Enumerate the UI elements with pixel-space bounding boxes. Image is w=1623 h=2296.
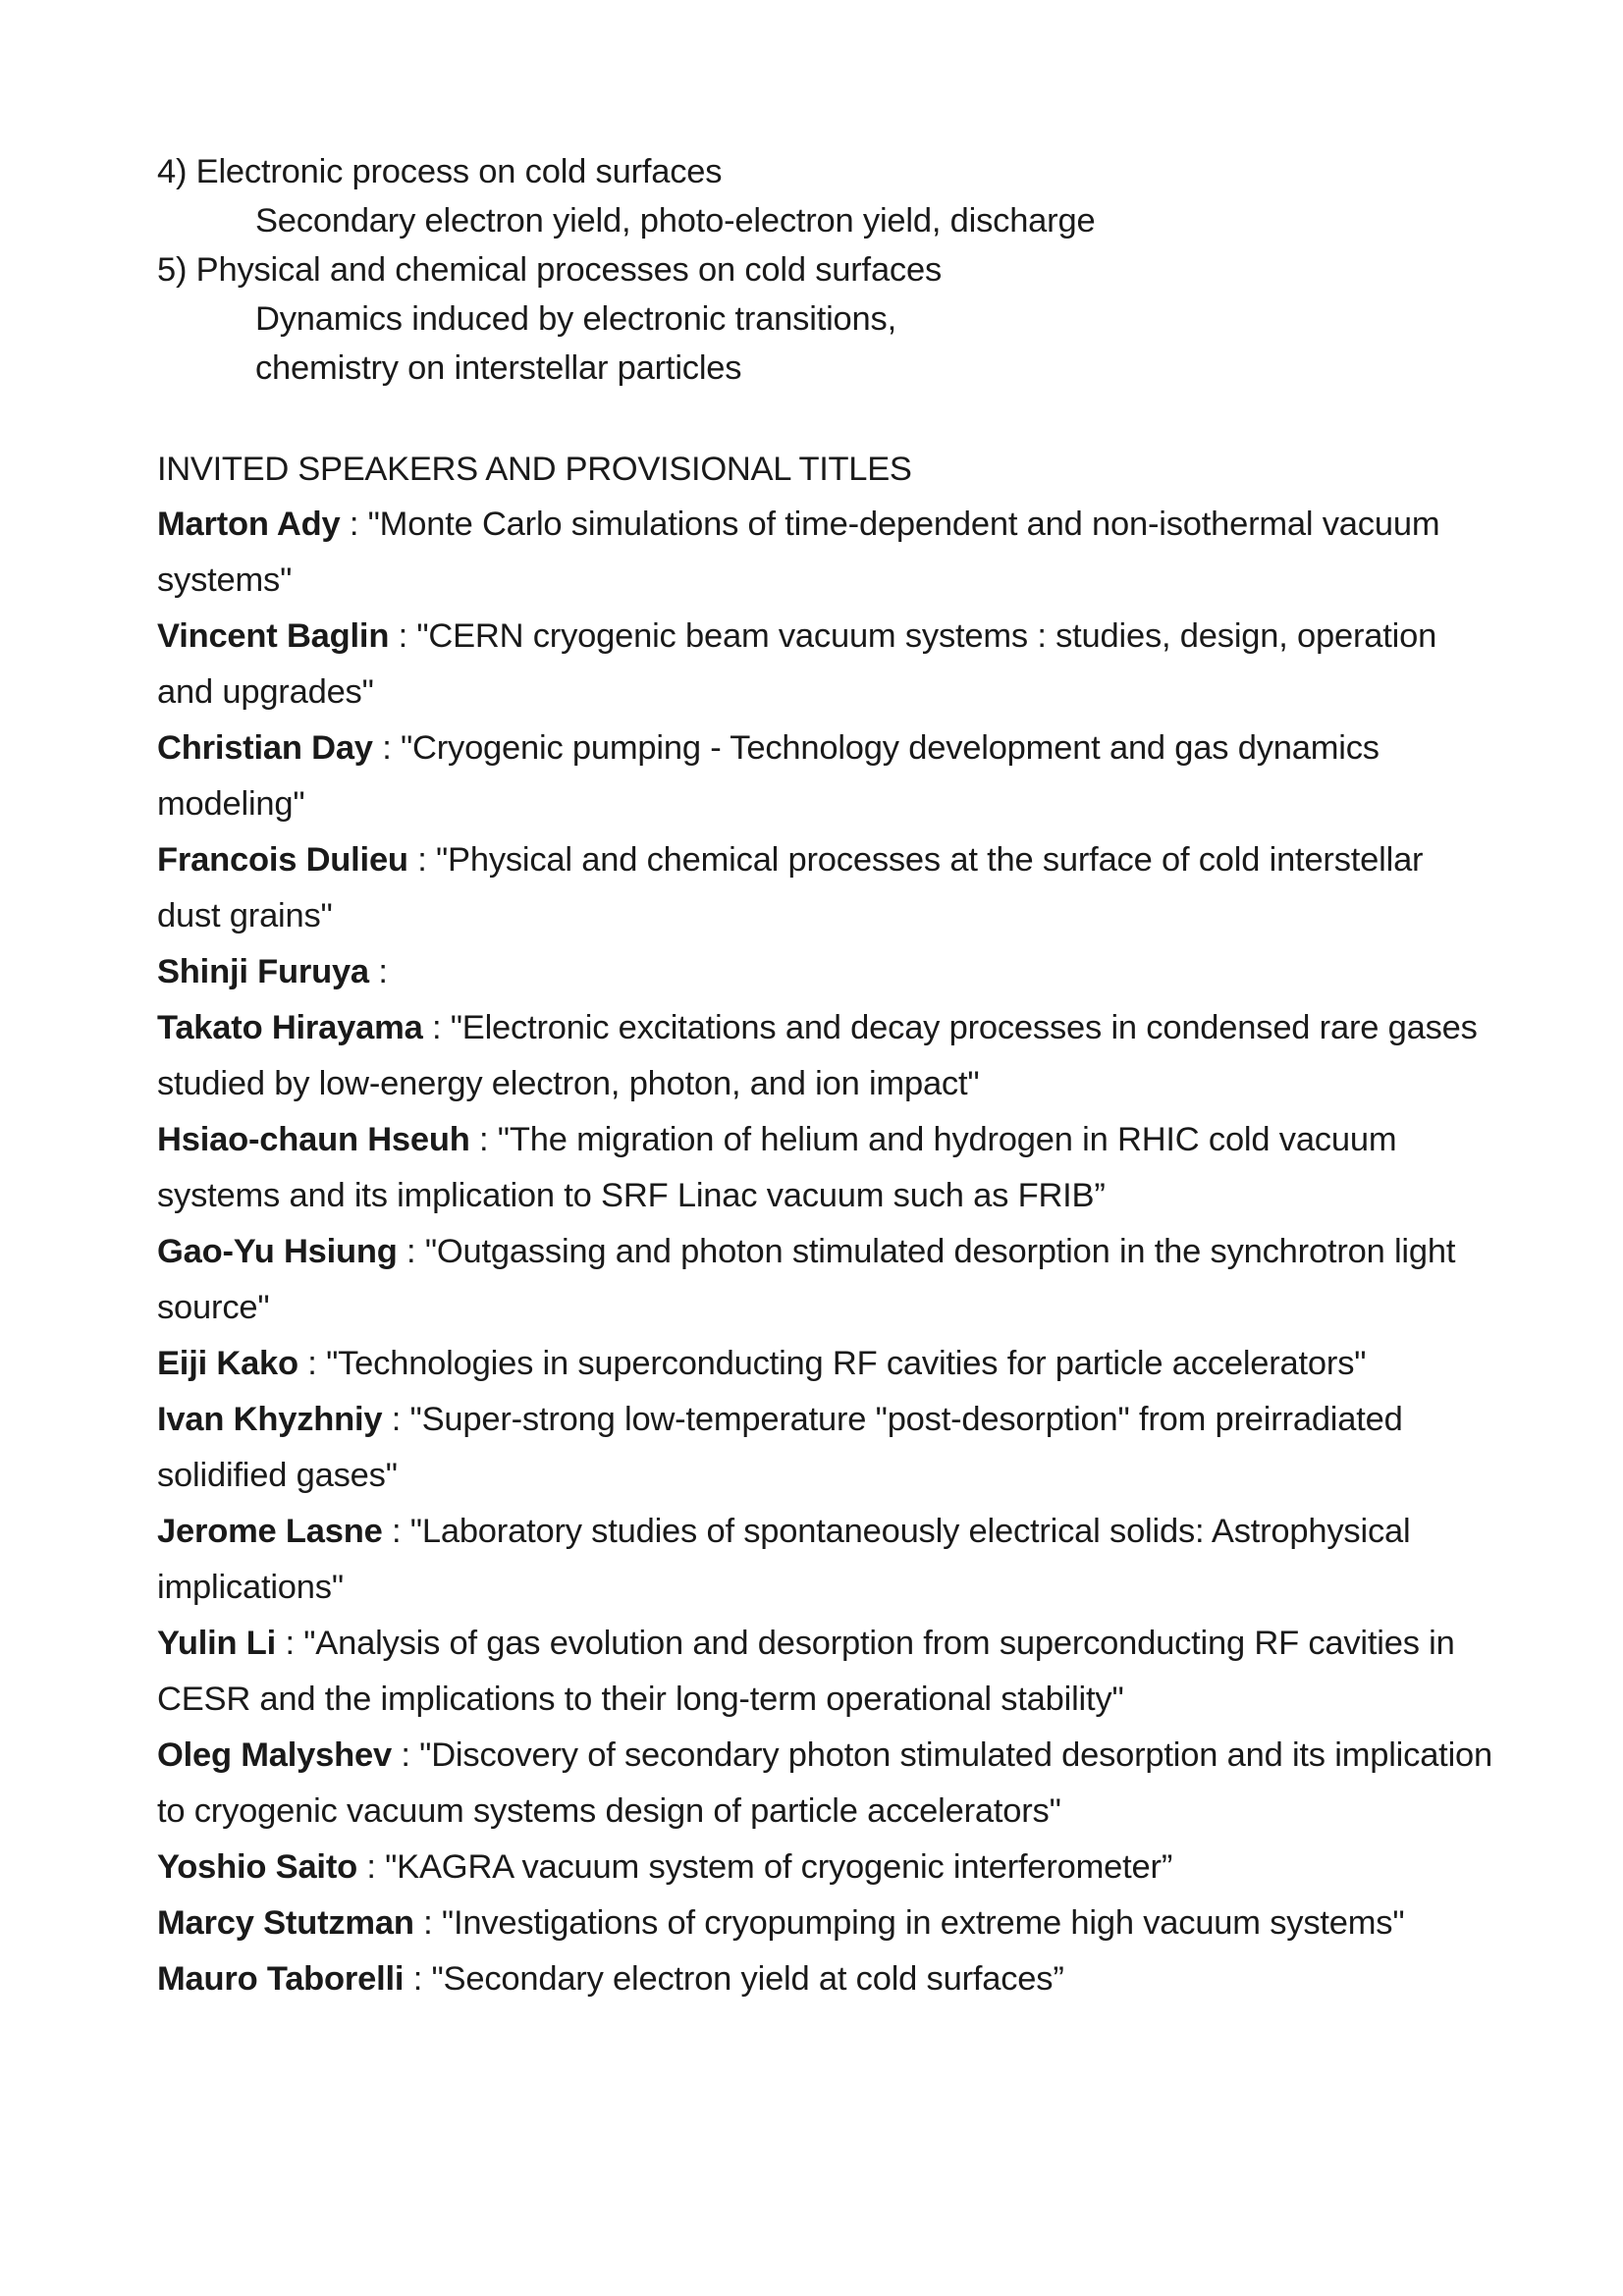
talk-title: : "CERN cryogenic beam vacuum systems : studies, design, operation and upgrades" — [157, 617, 1437, 711]
topic-detail: chemistry on interstellar particles — [255, 349, 742, 387]
document-page — [157, 147, 1492, 2007]
topic-list — [157, 147, 1492, 393]
talk-title: : "Laboratory studies of spontaneously electrical solids: Astrophysical implications" — [157, 1513, 1411, 1606]
talk-title: : "Discovery of secondary photon stimulated desorption and its implication to cryogenic vacuum systems design of particle accelerators" — [157, 1736, 1493, 1830]
speaker-entry — [157, 832, 1492, 944]
talk-title: : "Secondary electron yield at cold surfaces” — [404, 1960, 1064, 1998]
talk-title: : "Electronic excitations and decay processes in condensed rare gases studied by low-energy electron, photon, and ion impact" — [157, 1009, 1478, 1102]
talk-title: : "Cryogenic pumping - Technology development and gas dynamics modeling" — [157, 729, 1380, 823]
speaker-name: Mauro Taborelli — [157, 1960, 405, 1998]
speaker-entry — [157, 1840, 1492, 1896]
speakers-section-heading: INVITED SPEAKERS AND PROVISIONAL TITLES — [157, 451, 912, 488]
speaker-entry — [157, 497, 1492, 609]
talk-title: : "Analysis of gas evolution and desorption from superconducting RF cavities in CESR and the implications to their long-term operational stability" — [157, 1625, 1455, 1718]
speaker-name: Christian Day — [157, 729, 373, 767]
speaker-name: Eiji Kako — [157, 1345, 298, 1382]
speaker-name: Jerome Lasne — [157, 1513, 383, 1550]
topic-heading: 5) Physical and chemical processes on cold surfaces — [157, 251, 943, 289]
speaker-name: Marton Ady — [157, 506, 341, 543]
topic-item — [157, 147, 1492, 245]
speaker-entry — [157, 721, 1492, 832]
talk-title: : "Physical and chemical processes at the surface of cold interstellar dust grains" — [157, 841, 1424, 934]
speaker-name: Vincent Baglin — [157, 617, 390, 655]
speaker-entry — [157, 1112, 1492, 1224]
talk-title: : "Super-strong low-temperature "post-desorption" from preirradiated solidified gases" — [157, 1401, 1403, 1494]
topic-detail: Secondary electron yield, photo-electron yield, discharge — [255, 202, 1096, 240]
talk-title: : — [368, 953, 388, 990]
speaker-name: Francois Dulieu — [157, 841, 408, 879]
speaker-entry — [157, 609, 1492, 721]
talk-title: : "Technologies in superconducting RF cavities for particle accelerators" — [298, 1345, 1367, 1382]
speaker-name: Gao-Yu Hsiung — [157, 1233, 398, 1270]
speaker-name: Takato Hirayama — [157, 1009, 423, 1046]
talk-title: : "Monte Carlo simulations of time-dependent and non-isothermal vacuum systems" — [157, 506, 1440, 599]
speaker-name: Marcy Stutzman — [157, 1904, 414, 1942]
topic-heading: 4) Electronic process on cold surfaces — [157, 153, 723, 190]
speaker-name: Yulin Li — [157, 1625, 277, 1662]
speaker-entry — [157, 1616, 1492, 1728]
talk-title: : "KAGRA vacuum system of cryogenic interferometer” — [356, 1848, 1173, 1886]
speaker-entry — [157, 1392, 1492, 1504]
speaker-name: Ivan Khyzhniy — [157, 1401, 383, 1438]
speaker-name: Shinji Furuya — [157, 953, 369, 990]
speaker-entry — [157, 1336, 1492, 1392]
speaker-entry — [157, 1224, 1492, 1336]
speaker-name: Oleg Malyshev — [157, 1736, 393, 1774]
speaker-entry — [157, 1504, 1492, 1616]
speaker-name: Hsiao-chaun Hseuh — [157, 1121, 470, 1158]
speaker-name: Yoshio Saito — [157, 1848, 357, 1886]
speaker-entry — [157, 1728, 1492, 1840]
speaker-list — [157, 497, 1492, 2007]
speaker-entry — [157, 1000, 1492, 1112]
speaker-entry — [157, 944, 1492, 1000]
topic-item — [157, 245, 1492, 393]
topic-detail: Dynamics induced by electronic transitions, — [255, 300, 896, 338]
talk-title: : "Outgassing and photon stimulated desorption in the synchrotron light source" — [157, 1233, 1456, 1326]
talk-title: : "Investigations of cryopumping in extreme high vacuum systems" — [413, 1904, 1405, 1942]
speaker-entry — [157, 1896, 1492, 1951]
speaker-entry — [157, 1951, 1492, 2007]
talk-title: : "The migration of helium and hydrogen in RHIC cold vacuum systems and its implication to SRF Linac vacuum such as FRIB” — [157, 1121, 1397, 1214]
